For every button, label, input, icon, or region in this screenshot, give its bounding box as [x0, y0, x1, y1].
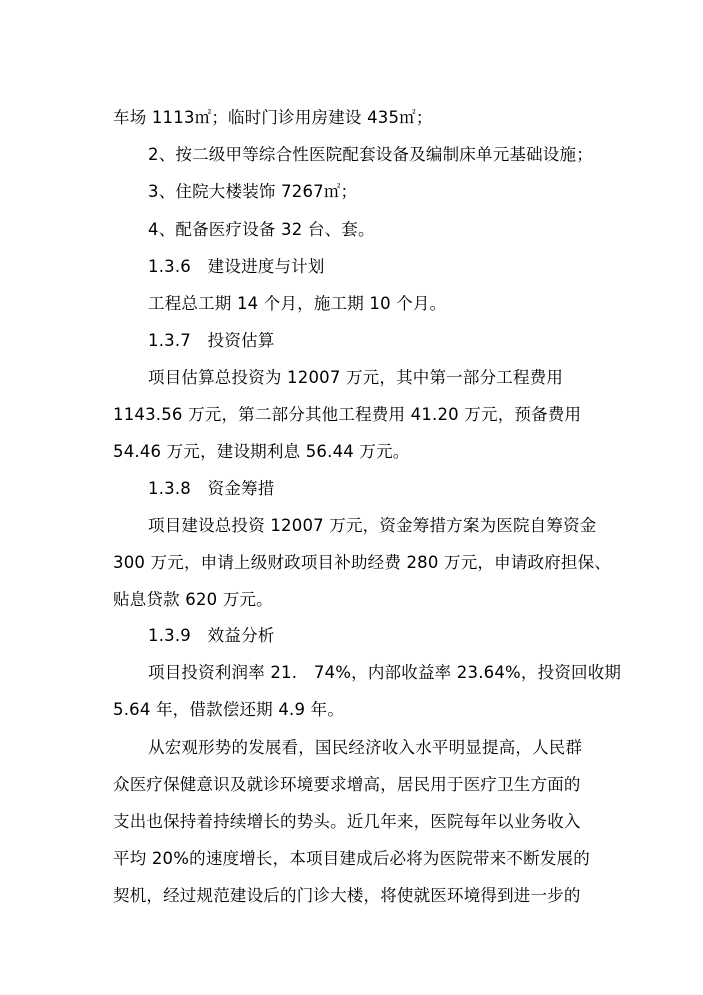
list-item-4: 4、配备医疗设备 32 台、套。 — [148, 220, 375, 239]
list-item-2: 2、按二级甲等综合性医院配套设备及编制床单元基础设施； — [148, 145, 593, 164]
paragraph-line: 54.46 万元，建设期利息 56.44 万元。 — [113, 442, 410, 461]
paragraph-line: 300 万元，申请上级财政项目补助经费 280 万元，申请政府担保、 — [113, 553, 612, 572]
paragraph-line: 1143.56 万元，第二部分其他工程费用 41.20 万元，预备费用 — [113, 405, 582, 424]
paragraph-line: 贴息贷款 620 万元。 — [113, 590, 273, 609]
paragraph-line: 工程总工期 14 个月，施工期 10 个月。 — [148, 294, 447, 313]
paragraph-line: 项目估算总投资为 12007 万元，其中第一部分工程费用 — [148, 368, 564, 387]
paragraph-line: 项目投资利润率 21. 74%，内部收益率 23.64%，投资回收期 — [148, 663, 622, 682]
section-heading-1-3-6: 1.3.6 建设进度与计划 — [148, 257, 325, 276]
paragraph-line: 项目建设总投资 12007 万元，资金筹措方案为医院自筹资金 — [148, 516, 597, 535]
section-heading-1-3-8: 1.3.8 资金筹措 — [148, 479, 275, 498]
section-heading-1-3-9: 1.3.9 效益分析 — [148, 626, 275, 645]
paragraph-line: 从宏观形势的发展看，国民经济收入水平明显提高，人民群 — [148, 738, 583, 757]
paragraph-line: 支出也保持着持续增长的势头。近几年来，医院每年以业务收入 — [113, 812, 581, 831]
paragraph-line: 平均 20%的速度增长，本项目建成后必将为医院带来不断发展的 — [113, 849, 590, 868]
paragraph-line: 众医疗保健意识及就诊环境要求增高，居民用于医疗卫生方面的 — [113, 775, 581, 794]
section-heading-1-3-7: 1.3.7 投资估算 — [148, 331, 275, 350]
list-item-3: 3、住院大楼装饰 7267㎡； — [148, 182, 358, 201]
text-line-1: 车场 1113㎡；临时门诊用房建设 435㎡； — [113, 108, 433, 127]
paragraph-line: 5.64 年，借款偿还期 4.9 年。 — [113, 700, 345, 719]
paragraph-line: 契机，经过规范建设后的门诊大楼，将使就医环境得到进一步的 — [113, 886, 581, 905]
